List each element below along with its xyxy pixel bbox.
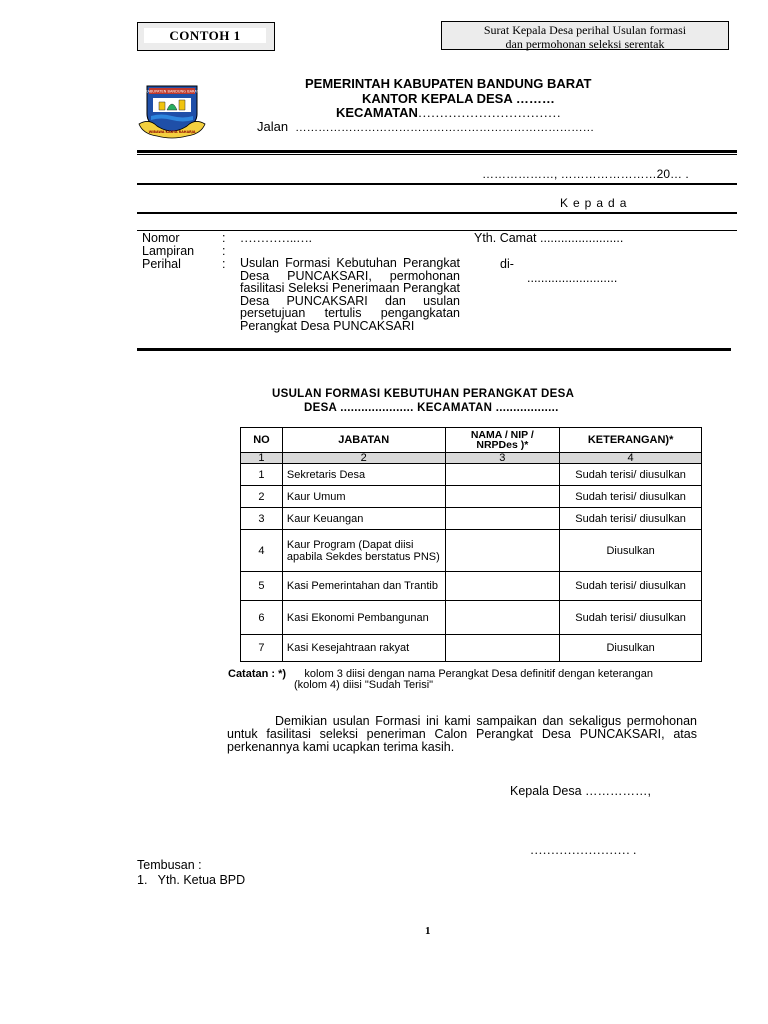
- header-address-dots: ……………………………………………………………………: [295, 122, 595, 134]
- table-header-row: [241, 428, 702, 453]
- row-no: 7: [241, 635, 283, 662]
- row-jabatan: Kaur Program (Dapat diisi apabila Sekdes berstatus PNS): [282, 530, 445, 572]
- date-divider: [137, 183, 737, 185]
- nomor-value: …………..….: [240, 231, 312, 245]
- note-line-2: (kolom 4) diisi "Sudah Terisi": [294, 679, 434, 691]
- logo-motto-ribbon: WIBAWA KARTA RAHARJA: [148, 130, 196, 134]
- nomor-label: Nomor: [142, 231, 180, 245]
- note-label: Catatan : *): [228, 668, 287, 680]
- row-keterangan: Sudah terisi/ diusulkan: [560, 601, 702, 635]
- date-line: ………………, ……………………20… .: [482, 167, 689, 181]
- addressee-camat: Yth. Camat ........................: [474, 231, 624, 245]
- column-number: 1: [241, 453, 283, 464]
- nomor-colon: :: [222, 231, 226, 245]
- meta-top-divider: [137, 230, 737, 231]
- table-note: [228, 669, 653, 691]
- closing-text: Demikian usulan Formasi ini kami sampaikan dan sekaligus permohonan untuk fasilitasi seleksi peneriman Calon Perangkat Desa PUNCAKSARI, atas perkenannya kami ucapkan terima kasih.: [227, 714, 697, 754]
- closing-paragraph: [227, 715, 697, 754]
- row-no: 4: [241, 530, 283, 572]
- row-keterangan: Sudah terisi/ diusulkan: [560, 508, 702, 530]
- table-row: [241, 572, 702, 601]
- document-note-line-1: Surat Kepala Desa perihal Usulan formasi: [483, 23, 687, 37]
- carbon-copy-section: [137, 858, 245, 888]
- row-keterangan: Sudah terisi/ diusulkan: [560, 464, 702, 486]
- header-government-line: PEMERINTAH KABUPATEN BANDUNG BARAT: [305, 76, 592, 91]
- carbon-copy-label: Tembusan :: [137, 858, 202, 872]
- row-jabatan: Kaur Keuangan: [282, 508, 445, 530]
- table-row: [241, 464, 702, 486]
- meta-bottom-divider: [137, 348, 731, 351]
- row-nama: [445, 572, 560, 601]
- header-address-label: Jalan: [257, 119, 289, 134]
- header-address-line: [257, 119, 594, 134]
- header-keterangan: KETERANGAN)*: [560, 428, 702, 453]
- row-keterangan: Sudah terisi/ diusulkan: [560, 486, 702, 508]
- example-label-box: [137, 22, 275, 51]
- header-no: NO: [241, 428, 283, 453]
- document-note-line-2: dan permohonan seleksi serentak: [505, 37, 665, 51]
- column-number-row: [241, 453, 702, 464]
- header-district-label: KECAMATAN: [336, 105, 418, 120]
- carbon-copy-item: 1. Yth. Ketua BPD: [137, 873, 246, 887]
- recipient-heading: Kepada: [560, 196, 632, 210]
- perihal-value: Usulan Formasi Kebutuhan Perangkat Desa PUNCAKSARI, permohonan fasilitasi Seleksi Penerimaan Perangkat Desa PUNCAKSARI dan usulan persetujuan tertulis pengangkatan Perangkat Desa PUNCAKSARI: [240, 256, 460, 333]
- addressee-di: di-: [500, 257, 514, 271]
- lampiran-colon: :: [222, 244, 226, 258]
- header-district-dots: ……………………………: [417, 105, 561, 120]
- table-row: [241, 530, 702, 572]
- column-number: 2: [282, 453, 445, 464]
- row-no: 2: [241, 486, 283, 508]
- row-no: 6: [241, 601, 283, 635]
- perihal-colon: :: [222, 257, 226, 271]
- perihal-label: Perihal: [142, 257, 181, 271]
- row-nama: [445, 486, 560, 508]
- row-jabatan: Kasi Pemerintahan dan Trantib: [282, 572, 445, 601]
- row-jabatan: Sekretaris Desa: [282, 464, 445, 486]
- header-office-line: KANTOR KEPALA DESA ………: [362, 91, 555, 106]
- row-no: 5: [241, 572, 283, 601]
- page-number: 1: [425, 925, 431, 937]
- lampiran-label: Lampiran: [142, 244, 195, 258]
- signature-title: Kepala Desa ……………,: [510, 784, 652, 798]
- regency-emblem-logo: [137, 80, 207, 142]
- table-row: [241, 486, 702, 508]
- formation-title-line-1: USULAN FORMASI KEBUTUHAN PERANGKAT DESA: [272, 388, 575, 400]
- table-row: [241, 635, 702, 662]
- row-no: 1: [241, 464, 283, 486]
- table-row: [241, 508, 702, 530]
- document-note-box: [441, 21, 729, 50]
- example-label: CONTOH 1: [144, 28, 266, 43]
- row-no: 3: [241, 508, 283, 530]
- row-nama: [445, 464, 560, 486]
- row-keterangan: Sudah terisi/ diusulkan: [560, 572, 702, 601]
- header-nama-nip: NAMA / NIP / NRPDes )*: [445, 428, 560, 453]
- row-jabatan: Kasi Ekonomi Pembangunan: [282, 601, 445, 635]
- recipient-divider: [137, 212, 737, 214]
- row-jabatan: Kasi Kesejahtraan rakyat: [282, 635, 445, 662]
- letterhead-divider: [137, 150, 737, 153]
- row-jabatan: Kaur Umum: [282, 486, 445, 508]
- formation-title-line-2: DESA ..................... KECAMATAN ..................: [304, 402, 559, 414]
- row-nama: [445, 530, 560, 572]
- row-keterangan: Diusulkan: [560, 635, 702, 662]
- formation-table: [240, 427, 702, 662]
- addressee-place: ..........................: [527, 271, 618, 285]
- column-number: 3: [445, 453, 560, 464]
- note-line-1: kolom 3 diisi dengan nama Perangkat Desa definitif dengan keterangan: [304, 668, 653, 680]
- signature-name-placeholder: …………………… .: [530, 843, 637, 857]
- row-keterangan: Diusulkan: [560, 530, 702, 572]
- row-nama: [445, 635, 560, 662]
- header-jabatan: JABATAN: [282, 428, 445, 453]
- logo-top-text: KABUPATEN BANDUNG BARAT: [145, 89, 199, 94]
- column-number: 4: [560, 453, 702, 464]
- row-nama: [445, 601, 560, 635]
- letterhead-divider-thin: [137, 154, 737, 155]
- table-row: [241, 601, 702, 635]
- row-nama: [445, 508, 560, 530]
